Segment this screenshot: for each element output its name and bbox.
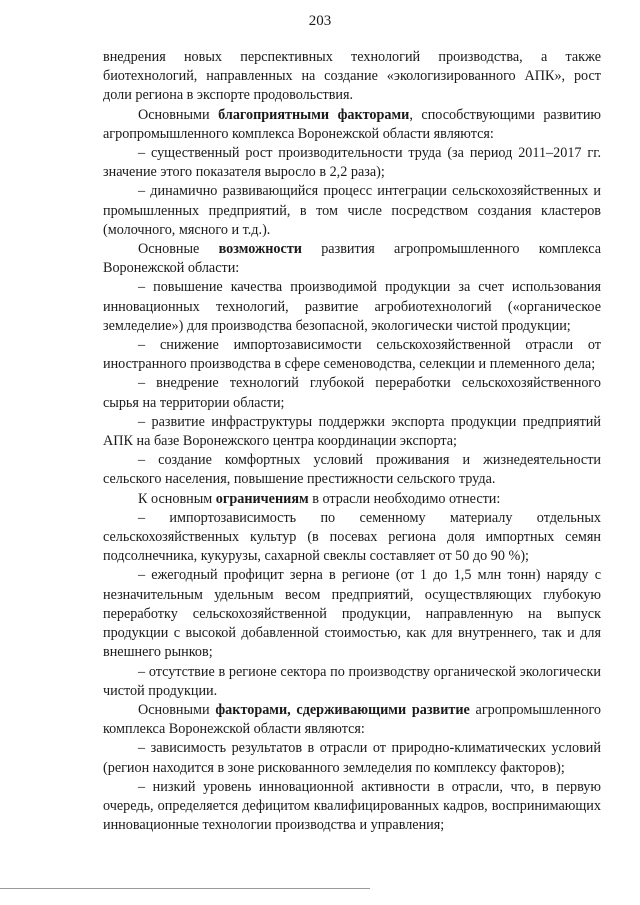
paragraph-constraining-factors: [103, 701, 601, 739]
bold-term-limitations: ограничениям: [215, 490, 309, 507]
list-item: – отсутствие в регионе сектора по производству органической экологически чистой продукции.: [103, 663, 601, 699]
bottom-rule: [0, 888, 370, 889]
page-number: 203: [308, 13, 332, 29]
list-item: – создание комфортных условий проживания и жизнедеятельности сельского населения, повышение престижности сельского труда.: [103, 452, 601, 488]
list-item: – повышение качества производимой продукции за счет использования инновационных технологий, развитие агробиотехнологий («органическое земледелие») для производства безопасной, экологически чистой продукции;: [103, 279, 601, 334]
list-item: – импортозависимость по семенному материалу отдельных сельскохозяйственных культур (в посевах региона доля импортных семян подсолнечника, кукурузы, сахарной свеклы составляет от 50 до 90 %);: [103, 509, 601, 565]
list-item: – внедрение технологий глубокой переработки сельскохозяйственного сырья на территории области;: [103, 375, 601, 411]
paragraph-text: Основными: [138, 701, 216, 718]
list-item: – существенный рост производительности труда (за период 2011–2017 гг. значение этого показателя выросло в 2,2 раза);: [103, 145, 601, 181]
bold-term-favorable-factors: благоприятными факторами: [218, 106, 410, 123]
paragraph-favorable-factors: [103, 106, 601, 144]
list-item: – снижение импортозависимости сельскохозяйственной отрасли от иностранного производства в сфере семеноводства, селекции и племенного дела;: [103, 337, 601, 373]
bold-term-opportunities: возможности: [218, 241, 302, 258]
paragraph-limitations: [103, 490, 601, 509]
paragraph-text: Основные: [138, 241, 219, 258]
paragraph-text: , способствующими развитию агропромышленного комплекса Воронежской области являются:: [103, 106, 602, 142]
list-item: – ежегодный профицит зерна в регионе (от 1 до 1,5 млн тонн) наряду с незначительным удельным весом предприятий, осуществляющих глубокую переработку сельскохозяйственной продукции, направленную на выпуск продукции с высокой добавленной стоимостью, как для внутреннего, так и для внешнего рынков;: [103, 567, 601, 661]
list-item: – развитие инфраструктуры поддержки экспорта продукции предприятий АПК на базе Воронежского центра координации экспорта;: [103, 413, 601, 450]
paragraph-text: развития агропромышленного комплекса Воронежской области:: [103, 241, 601, 277]
list-item: – динамично развивающийся процесс интеграции сельскохозяйственных и промышленных предприятий, в том числе посредством создания кластеров (молочного, мясного и т.д.).: [103, 183, 601, 238]
bold-term-constraining-factors: факторами, сдерживающими развитие: [215, 701, 470, 718]
list-item: – зависимость результатов в отрасли от природно-климатических условий (регион находится в зоне рискованного земледелия по комплексу факторов);: [103, 740, 601, 776]
paragraph-intro-continuation: внедрения новых перспективных технологий производства, а также биотехнологий, направленных на создание «экологизированного АПК», рост доли региона в экспорте продовольствия.: [103, 49, 601, 104]
paragraph-text: агропромышленного комплекса Воронежской области являются:: [103, 701, 601, 738]
paragraph-text: Основными: [138, 106, 219, 123]
paragraph-text: К основным: [138, 490, 216, 507]
page-body: [103, 48, 601, 835]
list-item: – низкий уровень инновационной активности в отрасли, что, в первую очередь, определяется дефицитом квалифицированных кадров, воспринимающих инновационные технологии производства и управления;: [103, 778, 601, 834]
paragraph-opportunities: [103, 240, 601, 278]
paragraph-text: в отрасли необходимо отнести:: [308, 490, 501, 507]
